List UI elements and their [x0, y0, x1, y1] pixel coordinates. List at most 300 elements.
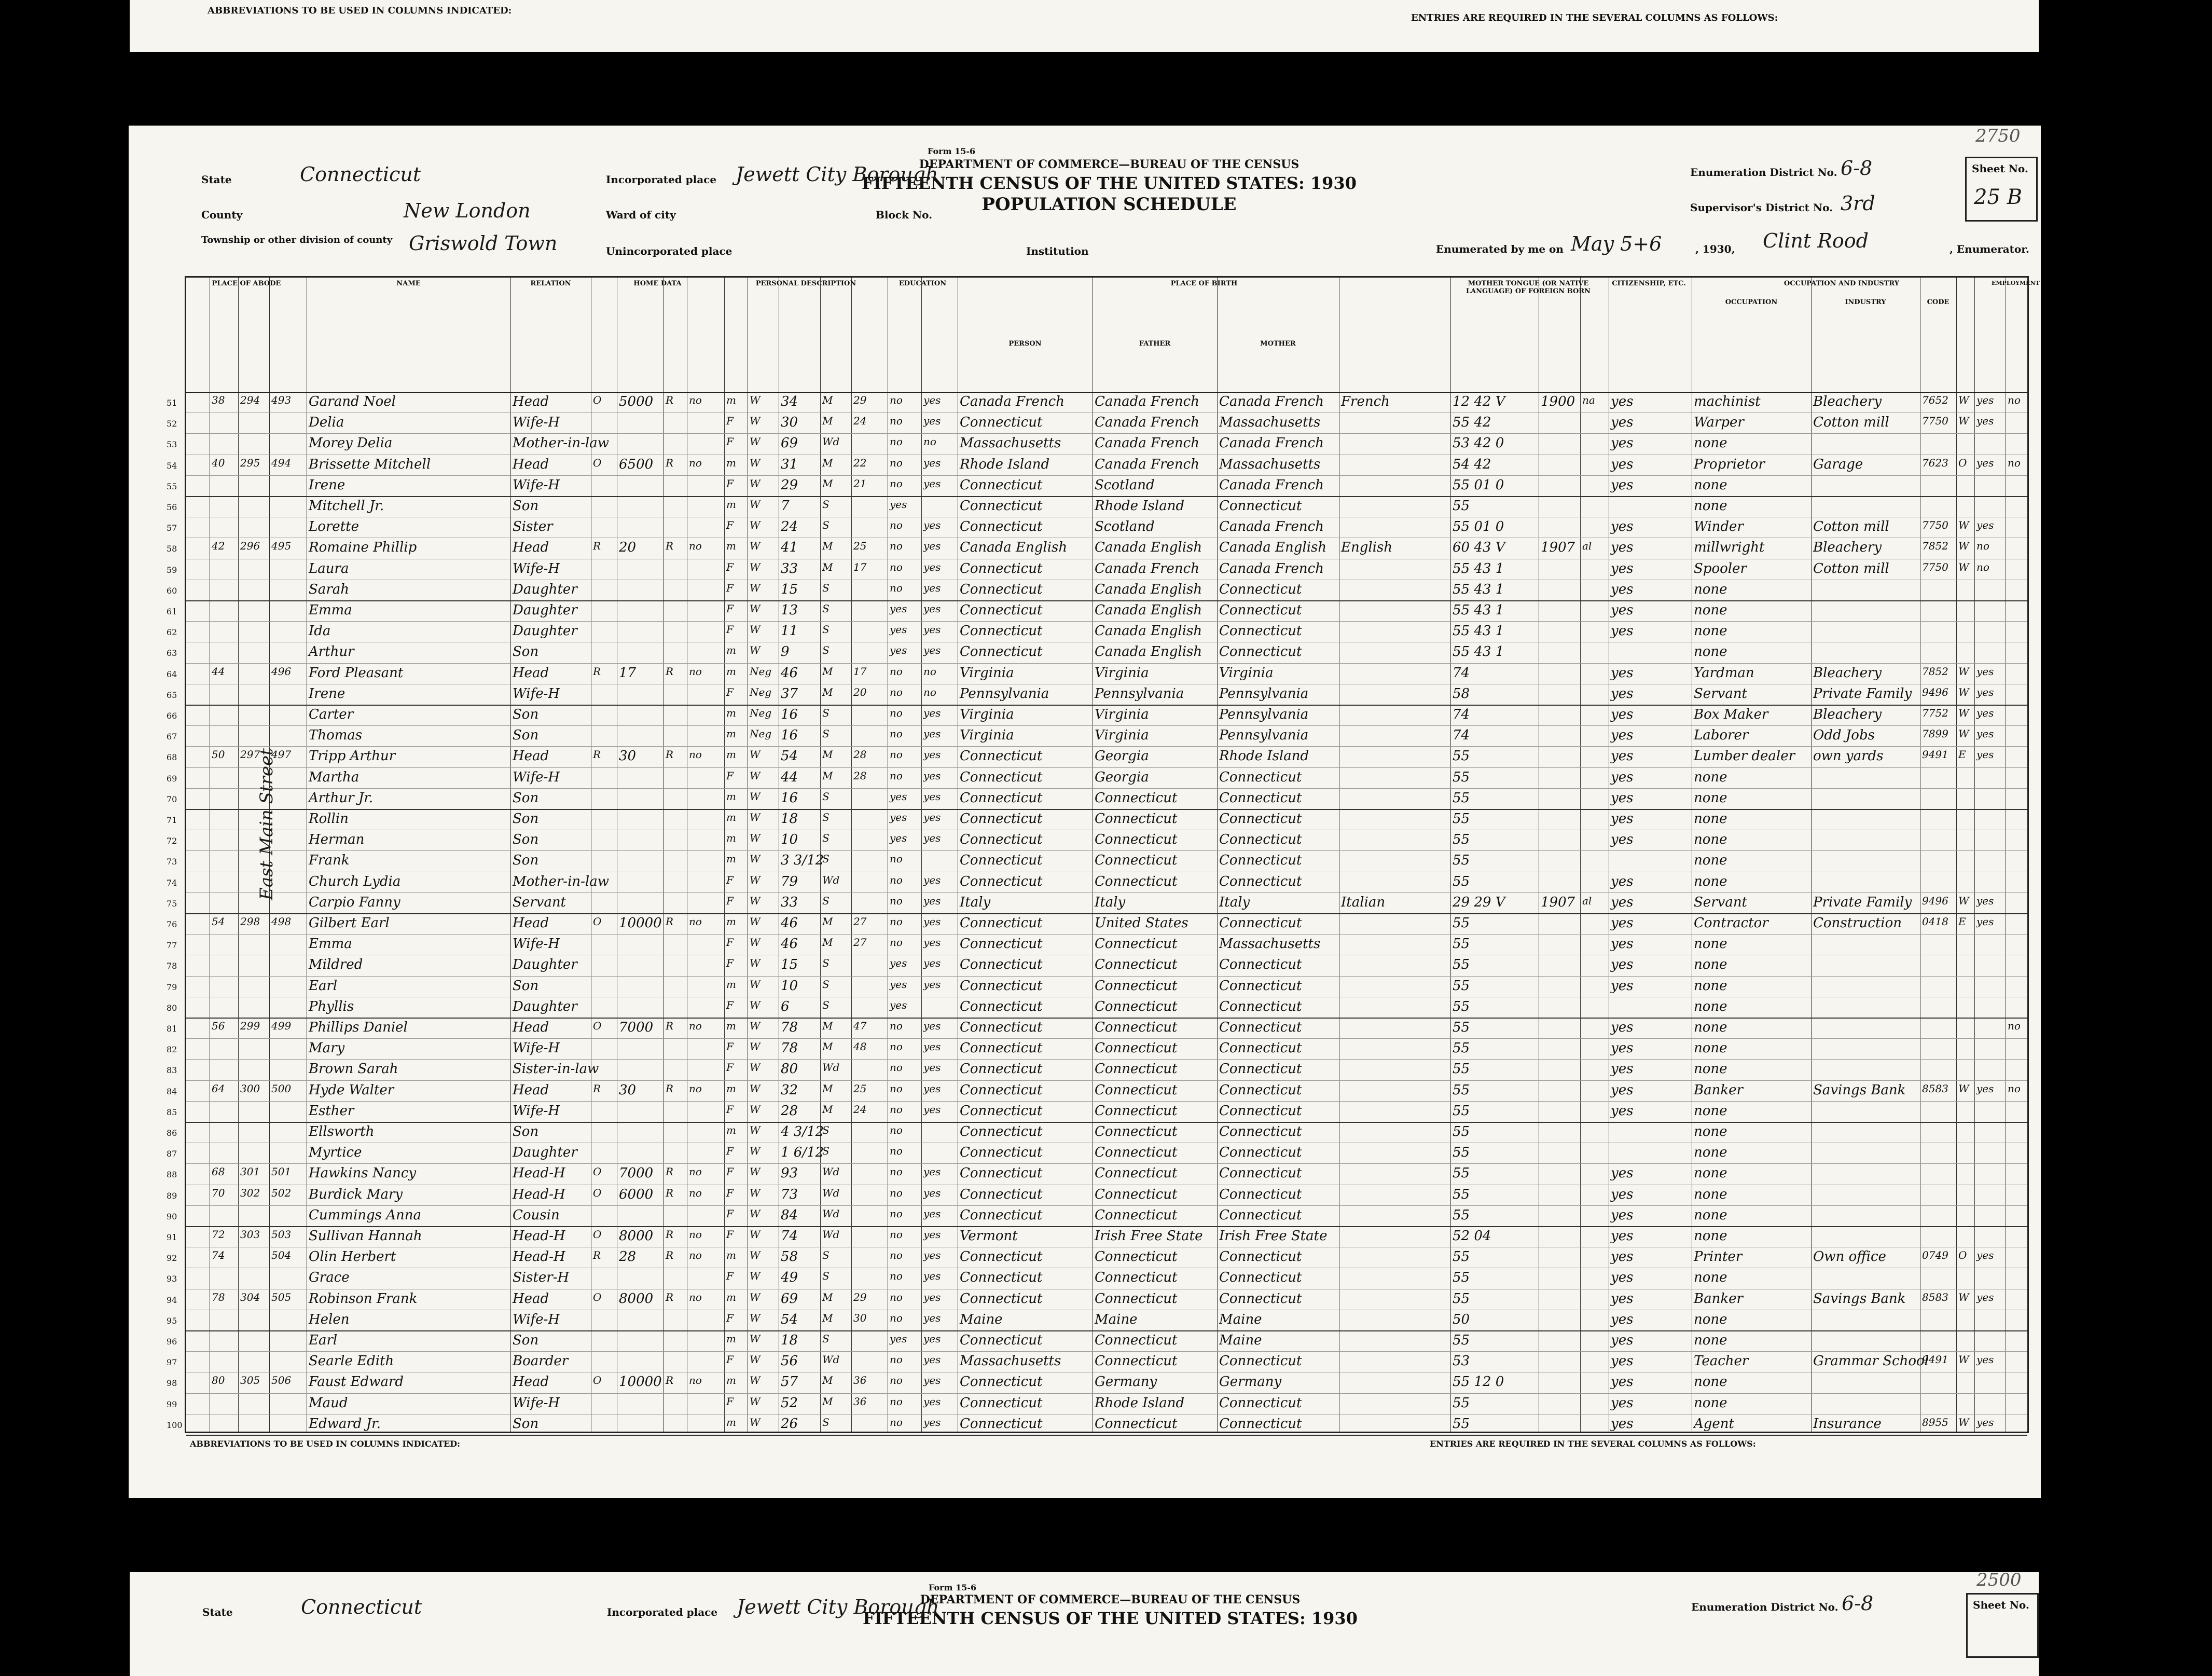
cell-code: 55	[1453, 1395, 1470, 1411]
cell-sch: yes	[890, 790, 907, 803]
cell-name: Earl	[309, 978, 338, 994]
line-number: 78	[167, 961, 177, 971]
cell-age: 56	[781, 1353, 798, 1369]
cell-sex: m	[726, 748, 736, 761]
cell-sch: no	[890, 707, 903, 719]
cell-race: W	[750, 790, 761, 803]
cell-rel: Son	[513, 1124, 539, 1139]
cell-age: 32	[781, 1082, 798, 1098]
cell-read: yes	[923, 644, 941, 657]
cell-read: yes	[923, 894, 941, 907]
cell-pob: Connecticut	[960, 769, 1043, 785]
cell-age: 49	[781, 1270, 798, 1286]
enumerated-label: Enumerated by me on	[1436, 243, 1564, 255]
cell-mar: M	[822, 394, 833, 406]
cell-name: Irene	[309, 685, 345, 702]
cell-race: W	[750, 769, 761, 782]
subhead-person: PERSON	[1008, 340, 1042, 348]
cell-pob_m: Connecticut	[1219, 1165, 1302, 1182]
cell-mar: M	[822, 915, 833, 928]
cell-pob: Connecticut	[960, 1249, 1043, 1265]
cell-agem: 24	[853, 1103, 867, 1116]
cell-pob_m: Connecticut	[1219, 1207, 1302, 1223]
cell-ind: Cotton mill	[1813, 560, 1889, 576]
cell-sex: F	[726, 769, 734, 782]
enumerated-date: May 5+6	[1571, 232, 1662, 255]
cell-read: yes	[923, 1270, 941, 1283]
cell-occ: none	[1694, 1332, 1727, 1348]
cell-occ: none	[1694, 602, 1727, 618]
cell-dwell: 302	[240, 1186, 260, 1199]
cell-farm: no	[689, 1228, 702, 1241]
table-row	[167, 705, 2027, 726]
cell-read: yes	[923, 456, 941, 469]
table-row	[167, 934, 2027, 955]
cell-eng: yes	[1611, 1290, 1634, 1307]
cell-mar: M	[822, 936, 833, 949]
line-number: 72	[167, 836, 177, 846]
table-row	[167, 600, 2027, 622]
cell-pob_m: Connecticut	[1219, 1040, 1302, 1056]
cell-pob_m: Connecticut	[1219, 998, 1302, 1014]
table-row	[167, 767, 2027, 789]
cell-read: yes	[923, 1020, 941, 1032]
cell-ind: Savings Bank	[1813, 1290, 1906, 1307]
cell-sch: no	[890, 394, 903, 406]
cell-cls: O	[1958, 1249, 1967, 1262]
cell-sch: no	[890, 853, 903, 866]
cell-pob: Connecticut	[960, 1020, 1043, 1035]
cell-eng: yes	[1611, 894, 1634, 910]
cell-rel: Daughter	[513, 1145, 577, 1161]
cell-pob_m: Maine	[1219, 1311, 1262, 1327]
cell-sch: no	[890, 1145, 903, 1158]
cell-ocode: 7652	[1922, 394, 1948, 406]
cell-rel: Cousin	[513, 1207, 560, 1223]
group-occupation-industry: OCCUPATION AND INDUSTRY	[1784, 280, 1900, 287]
cell-mar: M	[822, 665, 833, 678]
cell-occ: none	[1694, 978, 1727, 994]
cell-race: W	[750, 540, 761, 553]
cell-pob_f: Canada English	[1095, 602, 1202, 618]
cell-read: yes	[923, 1311, 941, 1324]
census-sheet	[129, 126, 2041, 1498]
cell-pob_m: Connecticut	[1219, 811, 1302, 827]
cell-radio: R	[666, 1165, 674, 1178]
cell-race: W	[750, 581, 761, 594]
cell-eng: yes	[1611, 769, 1634, 785]
cell-race: W	[750, 1207, 761, 1220]
cell-pob_f: Rhode Island	[1095, 498, 1185, 514]
cell-sex: F	[726, 957, 734, 970]
line-number: 99	[167, 1399, 177, 1409]
cell-farm: no	[689, 748, 702, 761]
cell-race: W	[750, 1332, 761, 1345]
cell-code: 55	[1453, 853, 1470, 869]
cell-farm: no	[689, 1290, 702, 1303]
cell-mar: M	[822, 1020, 833, 1032]
cell-rel: Daughter	[513, 602, 577, 618]
cell-pob_m: Canada French	[1219, 519, 1324, 535]
cell-read: yes	[923, 707, 941, 719]
cell-pob_f: Canada English	[1095, 581, 1202, 597]
cell-name: Hawkins Nancy	[309, 1165, 417, 1182]
cell-occ: none	[1694, 1061, 1727, 1077]
schedule-title: POPULATION SCHEDULE	[981, 194, 1237, 215]
cell-mar: M	[822, 1082, 833, 1095]
cell-read: yes	[923, 811, 941, 823]
cell-emp: yes	[1976, 915, 1994, 928]
cell-eng: yes	[1611, 832, 1634, 848]
cell-pob_m: Canada French	[1219, 560, 1324, 576]
line-number: 63	[167, 648, 177, 658]
cell-age: 24	[781, 519, 798, 535]
cell-pob_m: Germany	[1219, 1374, 1282, 1390]
cell-agem: 30	[853, 1311, 867, 1324]
cell-sch: yes	[890, 498, 907, 511]
cell-agem: 17	[853, 560, 867, 573]
cell-sex: F	[726, 1228, 734, 1241]
cell-pob_f: Scotland	[1095, 477, 1155, 493]
cell-eng: yes	[1611, 1270, 1634, 1286]
cell-code: 55	[1453, 811, 1470, 827]
cell-own: O	[593, 456, 602, 469]
line-number: 70	[167, 794, 177, 804]
cell-eng: yes	[1611, 1332, 1634, 1348]
cell-imm: 1907	[1541, 894, 1575, 910]
cell-cls: W	[1958, 665, 1969, 678]
cell-pob_f: Connecticut	[1095, 832, 1178, 848]
line-number: 71	[167, 815, 177, 825]
cell-emp: yes	[1976, 1416, 1994, 1428]
cell-name: Ida	[309, 623, 331, 639]
line-number: 53	[167, 439, 177, 450]
cell-house: 50	[212, 748, 225, 761]
cell-code: 53	[1453, 1353, 1470, 1369]
cell-emp: yes	[1976, 707, 1994, 719]
cell-name: Brissette Mitchell	[309, 456, 431, 472]
cell-age: 11	[781, 623, 798, 639]
cell-rel: Wife-H	[513, 769, 560, 785]
cell-name: Lorette	[309, 519, 360, 535]
cell-agem: 47	[853, 1020, 867, 1032]
cell-race: W	[750, 894, 761, 907]
cell-age: 28	[781, 1103, 798, 1119]
cell-rel: Boarder	[513, 1353, 569, 1369]
cell-rel: Head-H	[513, 1186, 565, 1202]
cell-occ: none	[1694, 644, 1727, 660]
cell-mar: S	[822, 1416, 830, 1428]
cell-pob_f: Irish Free State	[1095, 1228, 1203, 1244]
cell-eng: yes	[1611, 978, 1634, 994]
cell-sch: no	[890, 665, 903, 678]
cell-cls: W	[1958, 415, 1969, 428]
cell-cls: W	[1958, 560, 1969, 573]
cell-rel: Sister-H	[513, 1270, 570, 1286]
cell-pob_m: Maine	[1219, 1332, 1262, 1348]
cell-name: Carpio Fanny	[309, 894, 400, 910]
cell-pob: Connecticut	[960, 1186, 1043, 1202]
cell-sex: m	[726, 790, 736, 803]
cell-mar: S	[822, 581, 830, 594]
cell-occ: none	[1694, 1374, 1727, 1390]
cell-cls: W	[1958, 727, 1969, 740]
cell-code: 55	[1453, 978, 1470, 994]
cell-read: yes	[923, 1374, 941, 1387]
cell-val: 30	[619, 1082, 637, 1098]
cell-pob_f: Canada French	[1095, 435, 1199, 451]
cell-sex: F	[726, 936, 734, 949]
cell-eng: yes	[1611, 560, 1634, 576]
cell-pob: Connecticut	[960, 811, 1043, 827]
cell-mar: S	[822, 998, 830, 1011]
cell-cls: W	[1958, 1290, 1969, 1303]
cell-ocode: 7752	[1922, 707, 1948, 719]
cell-read: yes	[923, 957, 941, 970]
cell-house: 64	[212, 1082, 225, 1095]
cell-rel: Wife-H	[513, 936, 560, 952]
group-employment: EMPLOYMENT	[1992, 280, 2040, 286]
cell-mar: S	[822, 1145, 830, 1158]
cell-occ: none	[1694, 1020, 1727, 1035]
cell-pob_f: Connecticut	[1095, 1061, 1178, 1077]
cell-race: W	[750, 623, 761, 636]
line-number: 64	[167, 669, 177, 679]
cell-cls: E	[1958, 915, 1966, 928]
cell-farm: no	[689, 1186, 702, 1199]
cell-read: yes	[923, 727, 941, 740]
cell-sex: F	[726, 519, 734, 532]
cell-name: Phyllis	[309, 998, 354, 1014]
enum-district-value: 6-8	[1841, 157, 1873, 180]
cell-occ: none	[1694, 581, 1727, 597]
cell-code: 55	[1453, 832, 1470, 848]
cell-pob_f: Connecticut	[1095, 957, 1178, 973]
cell-dwell: 301	[240, 1165, 260, 1178]
cell-eng: yes	[1611, 727, 1634, 744]
cell-house: 68	[212, 1165, 225, 1178]
cell-code: 55	[1453, 1270, 1470, 1286]
cell-occ: Proprietor	[1694, 456, 1765, 472]
cell-pob: Virginia	[960, 727, 1014, 744]
cell-mar: M	[822, 540, 833, 553]
cell-rel: Son	[513, 978, 539, 994]
cell-age: 10	[781, 978, 798, 994]
cell-sch: no	[890, 1290, 903, 1303]
table-row	[167, 1414, 2027, 1436]
cell-rel: Head	[513, 394, 549, 409]
cell-pob_m: Connecticut	[1219, 978, 1302, 994]
cell-rel: Wife-H	[513, 1395, 560, 1411]
line-number: 75	[167, 898, 177, 909]
cell-sch: yes	[890, 832, 907, 845]
cell-ocode: 8583	[1922, 1290, 1948, 1303]
cell-cls: W	[1958, 685, 1969, 698]
next-sheet-number-box	[1966, 1593, 2039, 1658]
cell-rel: Wife-H	[513, 415, 560, 431]
cell-sch: no	[890, 1082, 903, 1095]
cell-name: Sarah	[309, 581, 349, 597]
cell-vet: no	[2008, 394, 2021, 406]
unincorporated-label: Unincorporated place	[606, 245, 732, 257]
cell-rel: Head-H	[513, 1249, 565, 1265]
cell-agem: 36	[853, 1374, 867, 1387]
cell-age: 79	[781, 873, 798, 889]
cell-pob: Connecticut	[960, 1145, 1043, 1161]
table-row	[167, 872, 2027, 893]
cell-mar: S	[822, 832, 830, 845]
corner-stamp-number: 2750	[1975, 126, 2021, 146]
cell-eng: yes	[1611, 665, 1634, 681]
cell-pob_m: Connecticut	[1219, 623, 1302, 639]
cell-sex: F	[726, 623, 734, 636]
cell-race: W	[750, 832, 761, 845]
cell-pob_f: Connecticut	[1095, 873, 1178, 889]
cell-mar: S	[822, 1270, 830, 1283]
cell-eng: yes	[1611, 456, 1634, 472]
cell-pob_f: Connecticut	[1095, 936, 1178, 952]
line-number: 52	[167, 419, 177, 429]
cell-rel: Son	[513, 832, 539, 848]
cell-sex: m	[726, 394, 736, 406]
cell-emp: yes	[1976, 665, 1994, 678]
table-row	[167, 580, 2027, 601]
cell-fam: 504	[271, 1249, 292, 1262]
cell-code: 55 43 1	[1453, 623, 1504, 639]
cell-agem: 17	[853, 665, 867, 678]
cell-val: 10000	[619, 1374, 662, 1390]
cell-pob: Canada French	[960, 394, 1064, 409]
cell-pob_m: Connecticut	[1219, 498, 1302, 514]
cell-pob_f: Connecticut	[1095, 1020, 1178, 1035]
cell-pob_f: Connecticut	[1095, 1145, 1178, 1161]
cell-eng: yes	[1611, 957, 1634, 973]
cell-pob: Rhode Island	[960, 456, 1050, 472]
cell-mar: M	[822, 1103, 833, 1116]
cell-age: 84	[781, 1207, 798, 1223]
cell-name: Maud	[309, 1395, 348, 1411]
cell-sex: m	[726, 665, 736, 678]
cell-race: W	[750, 873, 761, 886]
next-department-title: DEPARTMENT OF COMMERCE—BUREAU OF THE CENSUS	[920, 1593, 1301, 1606]
county-value: New London	[404, 199, 531, 222]
table-row	[167, 1143, 2027, 1164]
cell-pob: Connecticut	[960, 1124, 1043, 1139]
cell-eng: yes	[1611, 1103, 1634, 1119]
cell-house: 38	[212, 394, 225, 406]
cell-rel: Wife-H	[513, 1040, 560, 1056]
cell-race: Neg	[750, 707, 772, 719]
next-enum-value: 6-8	[1842, 1592, 1874, 1615]
cell-rel: Head	[513, 1290, 549, 1307]
table-row	[167, 1205, 2027, 1227]
cell-ind: Private Family	[1813, 685, 1912, 702]
cell-pob_f: Connecticut	[1095, 790, 1178, 806]
cell-rel: Sister-in-law	[513, 1061, 599, 1077]
cell-code: 55 01 0	[1453, 477, 1504, 493]
cell-sch: no	[890, 1374, 903, 1387]
department-title: DEPARTMENT OF COMMERCE—BUREAU OF THE CENSUS	[919, 158, 1299, 171]
cell-pob_f: Connecticut	[1095, 1103, 1178, 1119]
cell-name: Robinson Frank	[309, 1290, 418, 1307]
cell-rel: Son	[513, 1332, 539, 1348]
cell-dwell: 304	[240, 1290, 260, 1303]
cell-eng: yes	[1611, 1249, 1634, 1265]
cell-ocode: 7750	[1922, 415, 1948, 428]
group-personal-description: PERSONAL DESCRIPTION	[755, 280, 856, 287]
line-number: 98	[167, 1378, 177, 1389]
cell-sch: no	[890, 1311, 903, 1324]
cell-race: W	[750, 456, 761, 469]
cell-radio: R	[666, 1374, 674, 1387]
cell-sex: F	[726, 435, 734, 448]
cell-pob_f: Connecticut	[1095, 1416, 1178, 1432]
cell-pob_m: Connecticut	[1219, 644, 1302, 660]
cell-pob_f: Virginia	[1095, 727, 1149, 744]
cell-sex: m	[726, 811, 736, 823]
cell-read: yes	[923, 1416, 941, 1428]
cell-race: W	[750, 498, 761, 511]
cell-read: yes	[923, 1061, 941, 1074]
cell-sch: no	[890, 1207, 903, 1220]
cell-read: no	[923, 435, 936, 448]
form-number: Form 15-6	[928, 146, 976, 156]
cell-dwell: 295	[240, 456, 260, 469]
cell-name: Earl	[309, 1332, 338, 1348]
table-row	[167, 725, 2027, 747]
cell-pob_m: Canada French	[1219, 435, 1324, 451]
cell-read: yes	[923, 790, 941, 803]
cell-age: 44	[781, 769, 798, 785]
table-row	[167, 621, 2027, 642]
cell-pob: Massachusetts	[960, 435, 1061, 451]
cell-occ: none	[1694, 1040, 1727, 1056]
cell-eng: yes	[1611, 707, 1634, 722]
cell-read: yes	[923, 581, 941, 594]
cell-rel: Head	[513, 1020, 549, 1035]
cell-rel: Head	[513, 915, 549, 931]
cell-eng: yes	[1611, 1374, 1634, 1390]
cell-occ: none	[1694, 1124, 1727, 1139]
cell-emp: yes	[1976, 894, 1994, 907]
cell-farm: no	[689, 540, 702, 553]
cell-rel: Daughter	[513, 998, 577, 1014]
enumerated-year: , 1930,	[1695, 243, 1735, 255]
institution-label: Institution	[1026, 245, 1089, 257]
cell-pob_m: Canada French	[1219, 394, 1324, 409]
cell-ocode: 8955	[1922, 1416, 1948, 1428]
cell-code: 55	[1453, 998, 1470, 1014]
cell-agem: 48	[853, 1040, 867, 1053]
cell-read: yes	[923, 769, 941, 782]
cell-read: no	[923, 665, 936, 678]
cell-pob_f: Canada French	[1095, 456, 1199, 472]
cell-occ: none	[1694, 1207, 1727, 1223]
cell-read: yes	[923, 1186, 941, 1199]
cell-pob_m: Connecticut	[1219, 1186, 1302, 1202]
cell-pob_f: Connecticut	[1095, 811, 1178, 827]
cell-age: 74	[781, 1228, 798, 1244]
cell-occ: Yardman	[1694, 665, 1754, 681]
cell-mar: Wd	[822, 1165, 840, 1178]
cell-sex: F	[726, 998, 734, 1011]
cell-mar: S	[822, 811, 830, 823]
prev-abbrev-title: ABBREVIATIONS TO BE USED IN COLUMNS INDICATED:	[208, 5, 512, 16]
cell-pob_f: Connecticut	[1095, 1353, 1178, 1369]
cell-own: R	[593, 1249, 601, 1262]
cell-agem: 20	[853, 685, 867, 698]
cell-cls: W	[1958, 394, 1969, 406]
